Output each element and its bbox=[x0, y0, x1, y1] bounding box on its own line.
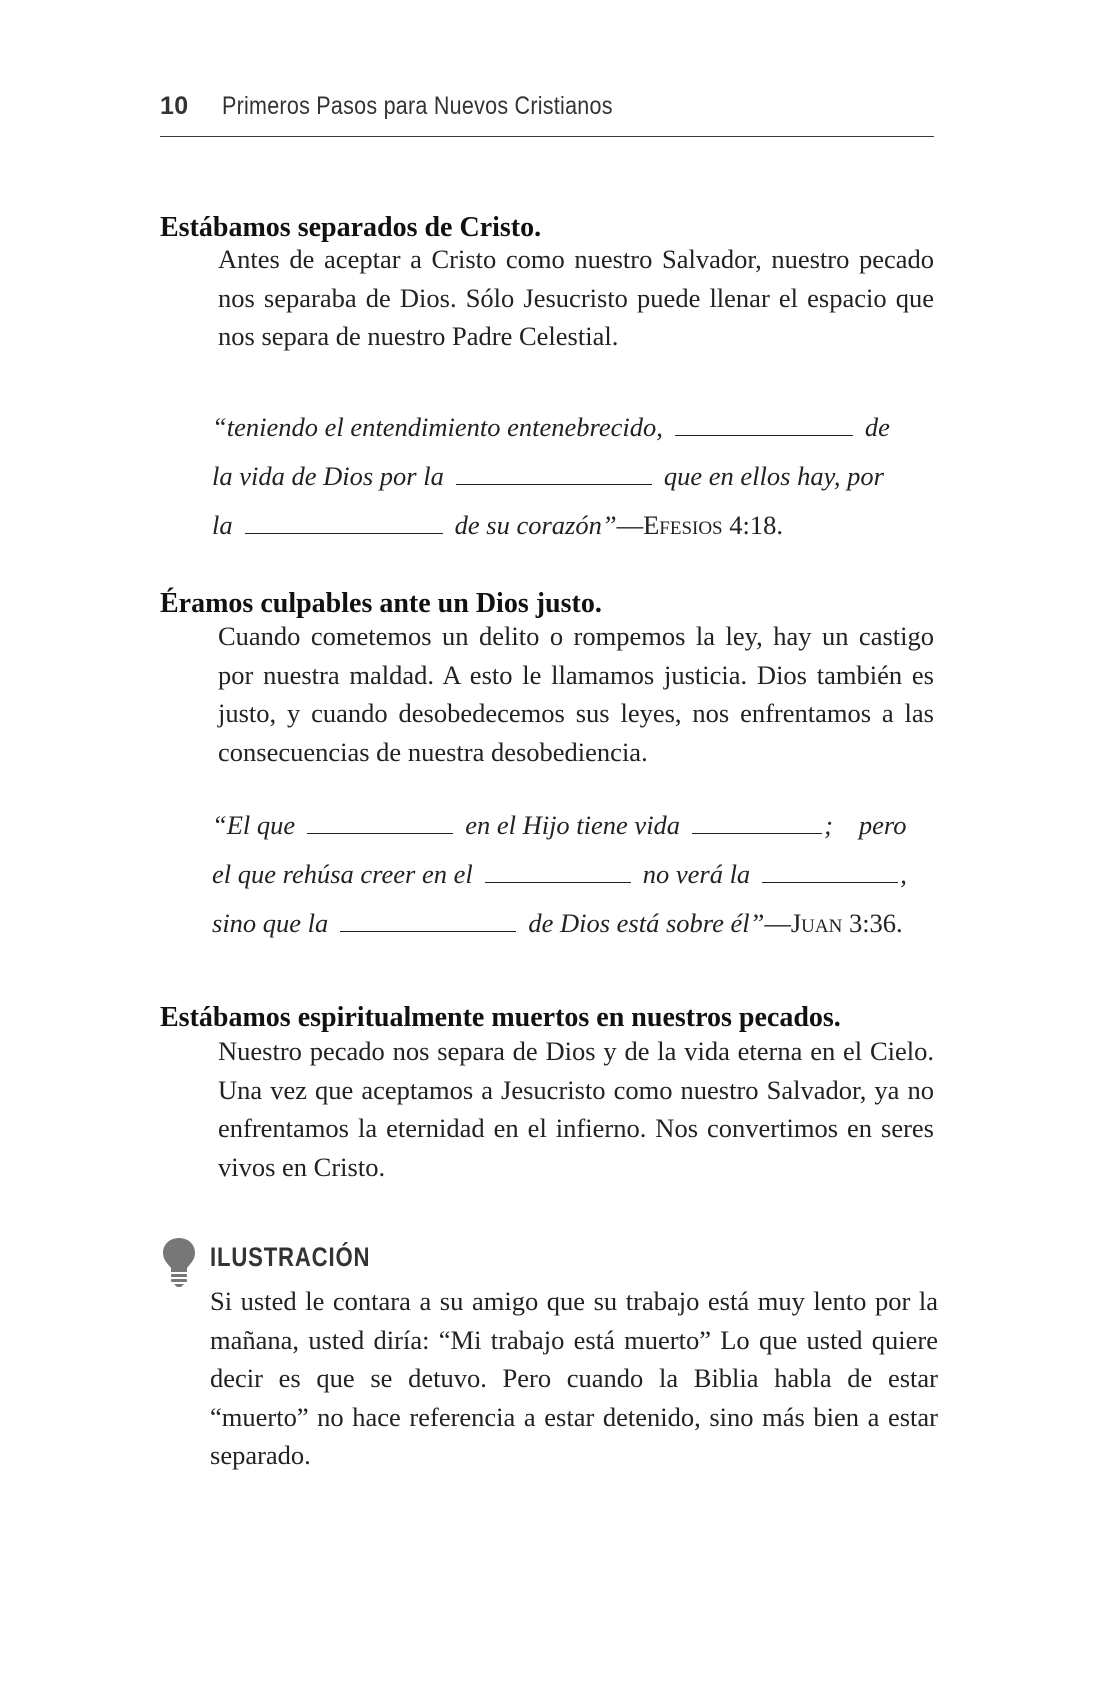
fill-blank[interactable] bbox=[245, 513, 443, 534]
section-body-culpables: Cuando cometemos un delito o rompemos la ley, hay un castigo por nuestra maldad. A esto le llamamos justicia. Dios también es justo, y cuando desobedecemos sus leyes, nos enfrentamos a las consecuencias de nuestra desobediencia. bbox=[218, 621, 934, 767]
fill-blank[interactable] bbox=[675, 415, 853, 436]
illustration-body: Si usted le contara a su amigo que su trabajo está muy lento por la mañana, usted diría: “Mi trabajo está muerto” Lo que usted quiere decir es que se detuvo. Pero cuando la Biblia habla de estar “muerto” no hace referencia a estar detenido, sino más bien a estar separado. bbox=[210, 1286, 938, 1470]
fill-blank[interactable] bbox=[340, 911, 516, 932]
verse-line: el que rehúsa creer en el no verá la , bbox=[212, 859, 907, 889]
fill-blank[interactable] bbox=[307, 813, 453, 834]
fill-blank[interactable] bbox=[692, 813, 822, 834]
fill-in-verse-efesios bbox=[212, 392, 934, 552]
section-title-culpables: Éramos culpables ante un Dios justo. bbox=[160, 588, 602, 619]
book-title: Primeros Pasos para Nuevos Cristianos bbox=[222, 92, 613, 120]
verse-line: “teniendo el entendimiento entenebrecido, de bbox=[212, 412, 890, 442]
running-header bbox=[160, 86, 934, 137]
fill-blank[interactable] bbox=[456, 464, 652, 485]
section-body-muertos: Nuestro pecado nos separa de Dios y de la vida eterna en el Cielo. Una vez que aceptamos a Jesucristo como nuestro Salvador, ya no enfrentamos la eternidad en el infierno. Nos convertimos en seres vivos en Cristo. bbox=[218, 1036, 934, 1182]
verse-reference: Efesios 4:18. bbox=[643, 510, 783, 540]
verse-line: “El que en el Hijo tiene vida ; pero bbox=[212, 810, 907, 840]
fill-blank[interactable] bbox=[762, 862, 898, 883]
fill-blank[interactable] bbox=[485, 862, 631, 883]
section-title-separados: Estábamos separados de Cristo. bbox=[160, 212, 542, 243]
page-number: 10 bbox=[160, 92, 189, 120]
section-body-separados: Antes de aceptar a Cristo como nuestro Salvador, nuestro pecado nos separaba de Dios. Sólo Jesucristo puede llenar el espacio que nos separa de nuestro Padre Celestial. bbox=[218, 244, 934, 351]
verse-line: la de su corazón”—Efesios 4:18. bbox=[212, 510, 783, 540]
verse-line: sino que la de Dios está sobre él”—Juan 3:36. bbox=[212, 908, 903, 938]
verse-line: la vida de Dios por la que en ellos hay, por bbox=[212, 461, 884, 491]
fill-in-verse-juan bbox=[212, 790, 934, 950]
section-title-muertos: Estábamos espiritualmente muertos en nuestros pecados. bbox=[160, 1002, 841, 1033]
verse-reference: Juan 3:36. bbox=[790, 908, 903, 938]
lightbulb-icon bbox=[160, 1236, 198, 1288]
illustration-heading: ILUSTRACIÓN bbox=[210, 1242, 371, 1272]
